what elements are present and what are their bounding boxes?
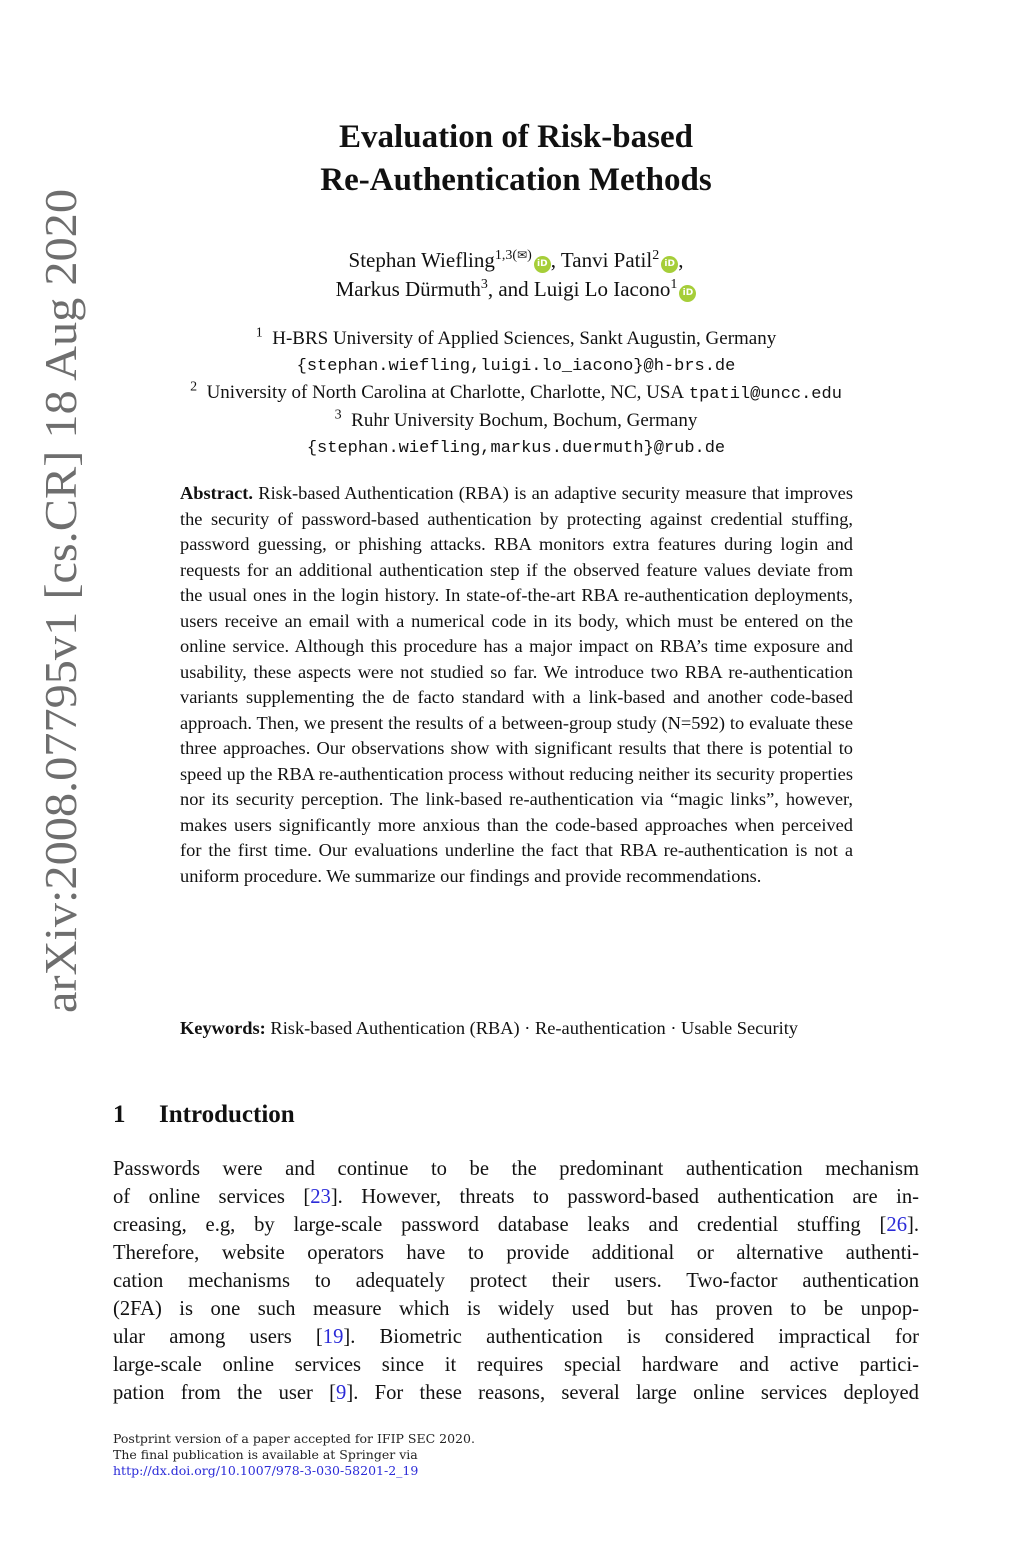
affiliation-2: $^2$ University of North Carolina at Charlotte, Charlotte, NC, USA tpatil@uncc.edu <box>190 379 842 404</box>
citation-link[interactable]: 19 <box>322 1326 344 1348</box>
footnote <box>113 1431 713 1479</box>
keywords-text: Risk-based Authentication (RBA) · Re-authentication · Usable Security <box>270 1018 799 1038</box>
orcid-icon[interactable]: iD <box>661 256 678 273</box>
author-line-1: Stephan Wiefling$^{1,3(✉)}$iD , Tanvi Patil$^2$iD , <box>348 248 684 272</box>
text-line: Therefore, website operators have to provide additional or alternative authenti- <box>113 1242 919 1264</box>
author-affil-sup: 1,3 <box>494 248 513 263</box>
author-list <box>180 246 852 304</box>
text-line: ular among users [19]. Biometric authentication is considered impractical for <box>113 1326 919 1348</box>
orcid-icon[interactable]: iD <box>534 256 551 273</box>
citation-link[interactable]: 26 <box>886 1214 907 1236</box>
section-heading <box>113 1099 713 1131</box>
author-name: Tanvi Patil <box>560 248 653 272</box>
text-line: pation from the user [9]. For these reasons, several large online services deployed <box>113 1382 919 1404</box>
text-line: Passwords were and continue to be the predominant authentication mechanism <box>113 1158 919 1180</box>
affiliation-3: $^3$ Ruhr University Bochum, Bochum, Germany <box>334 407 698 431</box>
text-line: creasing, e.g, by large-scale password database leaks and credential stuffing [26]. <box>113 1214 919 1236</box>
keywords-label: Keywords: <box>180 1018 266 1038</box>
affil-number: 3 <box>334 407 342 423</box>
author-affil-sup: 3 <box>480 277 488 292</box>
footnote-line-2: The final publication is available at Springer via <box>113 1447 418 1462</box>
text-line: (2FA) is one such measure which is widely used but has proven to be unpop- <box>113 1298 919 1320</box>
citation-link[interactable]: 9 <box>336 1382 347 1404</box>
abstract-label: Abstract. <box>180 483 254 503</box>
affiliations <box>110 326 922 462</box>
envelope-icon: ✉ <box>517 248 528 262</box>
abstract-text: Risk-based Authentication (RBA) is an adaptive security measure that improves the security of password-based authentication by protecting against credential stuffing, password guessing, or phishing attacks. RBA monitors extra features during login and requests for an additional authentication step if the observed feature values deviate from the usual ones in the login history. In state-of-the-art RBA re-authentication deployments, users receive an email with a numerical code in its body, which must be entered on the online service. Although this procedure has a major impact on RBA’s time exposure and usability, these aspects were not studied so far. We introduce two RBA re-authentication variants supplementing the de facto standard with a link-based and another code-based approach. Then, we present the results of a between-group study (N=592) to evaluate these three approaches. Our observations show with significant results that there is potential to speed up the RBA re-authentication process without reducing neither its security properties nor its security perception. The link-based re-authentication via “magic links”, however, makes users significantly more anxious than the code-based approaches when perceived for the first time. Our evaluations underline the fact that RBA re-authentication is not a uniform procedure. We summarize our findings and provide recommendations. <box>180 483 853 886</box>
paper-title <box>180 116 852 202</box>
affil-number: 1 <box>255 325 263 341</box>
citation-link[interactable]: 23 <box>310 1186 331 1208</box>
arxiv-id-text: arXiv:2008.07795v1 [cs.CR] 18 Aug 2020 <box>35 228 86 1013</box>
doi-link[interactable]: http://dx.doi.org/10.1007/978-3-030-58201-2_19 <box>113 1463 419 1478</box>
abstract <box>180 481 853 889</box>
author-affil-sup: 2 <box>652 248 660 263</box>
text-line: cation mechanisms to adequately protect their users. Two-factor authentication <box>113 1270 919 1292</box>
affiliation-2-email: tpatil@uncc.edu <box>688 385 842 404</box>
author-affil-sup: 1 <box>670 277 678 292</box>
text-line: large-scale online services since it requires special hardware and active partici- <box>113 1354 919 1376</box>
affil-number: 2 <box>190 379 198 395</box>
affiliation-1-email: {stephan.wiefling,luigi.lo_iacono}@h-brs.de <box>296 357 736 376</box>
author-line-2: Markus Dürmuth$^3$, and Luigi Lo Iacono$^1$iD <box>180 275 852 304</box>
section-title: Introduction <box>159 1101 295 1128</box>
footnote-line-1: Postprint version of a paper accepted for IFIP SEC 2020. <box>113 1431 475 1446</box>
section-number: 1 <box>113 1101 126 1128</box>
arxiv-identifier <box>30 185 90 1015</box>
author-name: Stephan Wiefling <box>348 248 495 272</box>
title-line-2: Re-Authentication Methods <box>320 162 712 198</box>
author-name: Markus Dürmuth <box>335 277 481 301</box>
text-line: of online services [23]. However, threats to password-based authentication are in- <box>113 1186 919 1208</box>
title-line-1: Evaluation of Risk-based <box>339 119 693 155</box>
affiliation-3-email: {stephan.wiefling,markus.duermuth}@rub.de <box>306 439 726 458</box>
orcid-icon[interactable]: iD <box>679 285 696 302</box>
affiliation-1: $^1$ H-BRS University of Applied Sciences, Sankt Augustin, Germany <box>255 325 777 349</box>
introduction-paragraph <box>113 1155 919 1407</box>
author-name: Luigi Lo Iacono <box>533 277 671 301</box>
keywords <box>180 1016 853 1042</box>
